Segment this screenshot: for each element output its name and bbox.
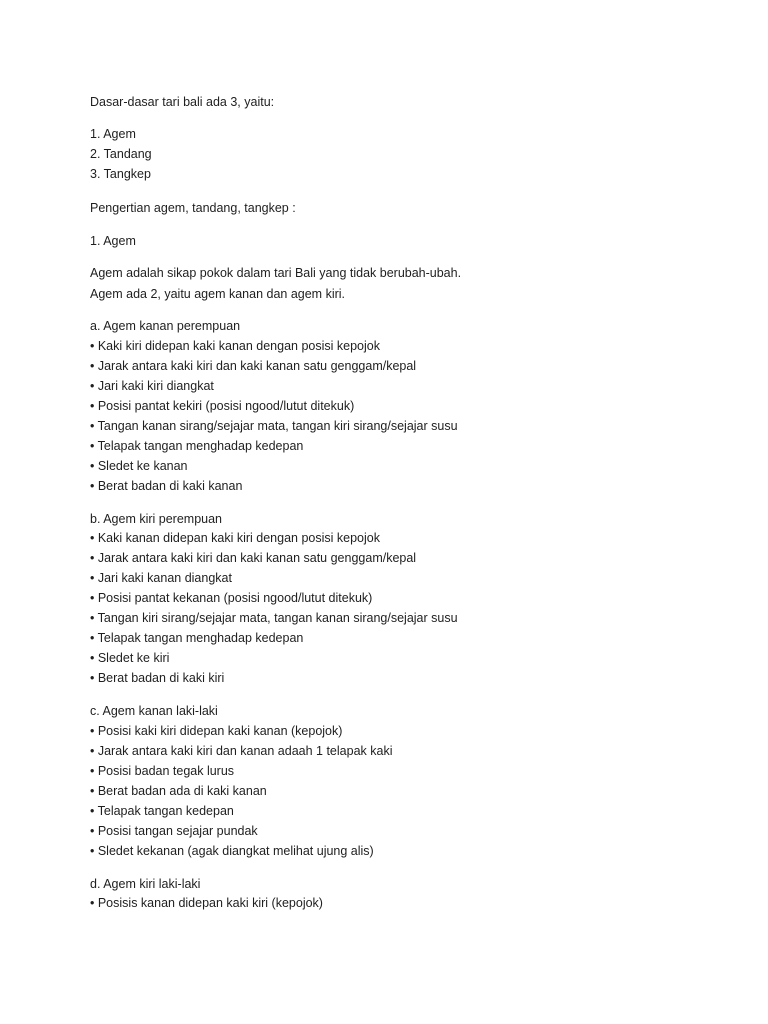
agem-desc-line: Agem ada 2, yaitu agem kanan dan agem kiri. <box>90 287 346 301</box>
bullet-item: • Posisi pantat kekiri (posisi ngood/lutut ditekuk) <box>90 399 355 413</box>
bullet-item: • Kaki kanan didepan kaki kiri dengan posisi kepojok <box>90 531 380 545</box>
bullet-item: • Berat badan ada di kaki kanan <box>90 784 267 798</box>
basics-item: 2. Tandang <box>90 147 152 161</box>
bullet-item: • Jari kaki kiri diangkat <box>90 379 214 393</box>
bullet-item: • Berat badan di kaki kiri <box>90 671 225 685</box>
section-title: b. Agem kiri perempuan <box>90 512 223 526</box>
basics-item: 3. Tangkep <box>90 167 151 181</box>
bullet-item: • Posisi pantat kekanan (posisi ngood/lutut ditekuk) <box>90 591 373 605</box>
agem-desc-line: Agem adalah sikap pokok dalam tari Bali yang tidak berubah-ubah. <box>90 266 462 280</box>
bullet-item: • Tangan kiri sirang/sejajar mata, tangan kanan sirang/sejajar susu <box>90 611 458 625</box>
section-title: d. Agem kiri laki-laki <box>90 877 201 891</box>
bullet-item: • Berat badan di kaki kanan <box>90 479 243 493</box>
bullet-item: • Jarak antara kaki kiri dan kaki kanan satu genggam/kepal <box>90 551 417 565</box>
bullet-item: • Jari kaki kanan diangkat <box>90 571 232 585</box>
bullet-item: • Jarak antara kaki kiri dan kanan adaah 1 telapak kaki <box>90 744 393 758</box>
section-title: a. Agem kanan perempuan <box>90 319 241 333</box>
bullet-item: • Posisis kanan didepan kaki kiri (kepojok) <box>90 896 323 910</box>
bullet-item: • Sledet ke kanan <box>90 459 188 473</box>
bullet-item: • Telapak tangan kedepan <box>90 804 234 818</box>
bullet-item: • Telapak tangan menghadap kedepan <box>90 631 304 645</box>
bullet-item: • Posisi tangan sejajar pundak <box>90 824 258 838</box>
bullet-item: • Kaki kiri didepan kaki kanan dengan posisi kepojok <box>90 339 380 353</box>
bullet-item: • Sledet ke kiri <box>90 651 170 665</box>
agem-heading: 1. Agem <box>90 234 136 248</box>
intro-line: Dasar-dasar tari bali ada 3, yaitu: <box>90 95 275 109</box>
section-title: c. Agem kanan laki-laki <box>90 704 218 718</box>
bullet-item: • Posisi kaki kiri didepan kaki kanan (kepojok) <box>90 724 343 738</box>
basics-item: 1. Agem <box>90 127 136 141</box>
bullet-item: • Tangan kanan sirang/sejajar mata, tangan kiri sirang/sejajar susu <box>90 419 458 433</box>
definitions-heading: Pengertian agem, tandang, tangkep : <box>90 201 296 215</box>
bullet-item: • Sledet kekanan (agak diangkat melihat ujung alis) <box>90 844 374 858</box>
bullet-item: • Jarak antara kaki kiri dan kaki kanan satu genggam/kepal <box>90 359 417 373</box>
bullet-item: • Posisi badan tegak lurus <box>90 764 235 778</box>
bullet-item: • Telapak tangan menghadap kedepan <box>90 439 304 453</box>
